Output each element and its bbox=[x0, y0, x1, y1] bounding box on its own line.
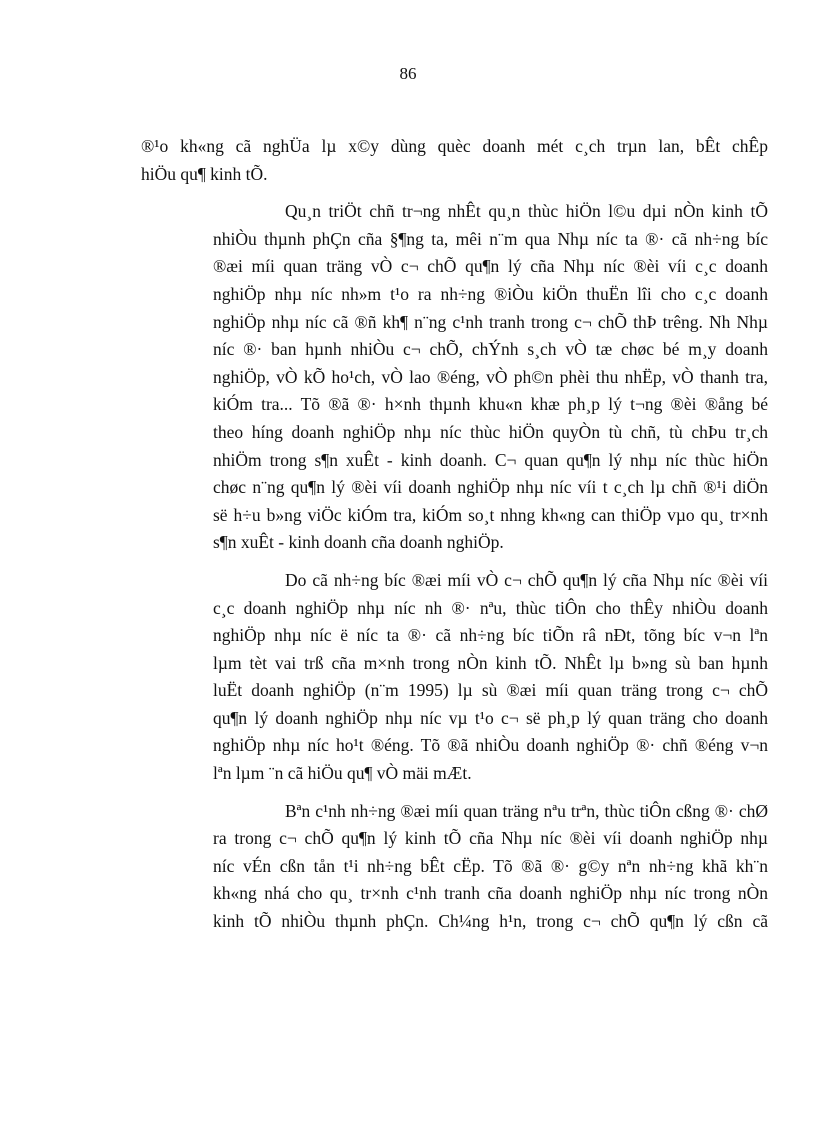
text-line: nghiÖp nhµ níc ho¹t ®éng. Tõ ®ã nhiÒu doanh nghiÖp ®· chñ ®éng v¬n bbox=[213, 735, 768, 756]
text-line: s¶n xuÊt - kinh doanh cña doanh nghiÖp. bbox=[213, 532, 504, 553]
text-line: luËt doanh nghiÖp (n¨m 1995) lµ sù ®æi míi quan träng trong c¬ chÕ bbox=[213, 680, 768, 701]
text-line: ®¹o kh«ng cã nghÜa lµ x©y dùng quèc doanh mét c¸ch trµn lan, bÊt chÊp bbox=[141, 136, 768, 156]
text-line: ra trong c¬ chÕ qu¶n lý kinh tÕ cña Nhµ níc ®èi víi doanh nghiÖp nhµ bbox=[213, 828, 768, 849]
text-line: kh«ng nhá cho qu¸ tr×nh c¹nh tranh cña doanh nghiÖp nhµ níc trong nÒn bbox=[213, 883, 768, 904]
text-line: hiÖu qu¶ kinh tÕ. bbox=[141, 163, 268, 184]
text-line: kinh tÕ nhiÒu thµnh phÇn. Ch¼ng h¹n, trong c¬ chÕ qu¶n lý cßn cã bbox=[213, 911, 768, 932]
text-line: níc ®· ban hµnh nhiÒu c¬ chÕ, chÝnh s¸ch vÒ tæ chøc bé m¸y doanh bbox=[213, 339, 768, 360]
text-line: Do cã nh÷ng bíc ®æi míi vÒ c¬ chÕ qu¶n lý cña Nhµ níc ®èi víi bbox=[285, 569, 768, 590]
text-line: ®æi míi quan träng vÒ c¬ chÕ qu¶n lý cña Nhµ níc ®èi víi c¸c doanh bbox=[213, 256, 768, 277]
paragraph-3 bbox=[141, 567, 768, 788]
text-line: Bªn c¹nh nh÷ng ®æi míi quan träng nªu trªn, thùc tiÔn cßng ®· chØ bbox=[285, 800, 768, 821]
paragraph-1 bbox=[141, 133, 768, 188]
text-line: nghiÖp nhµ níc cã ®ñ kh¶ n¨ng c¹nh tranh trong c¬ chÕ thÞ trêng. Nh Nhµ bbox=[213, 311, 768, 332]
text-line: nghiÖp nhµ níc nh»m t¹o ra nh÷ng ®iÒu kiÖn thuËn lîi cho c¸c doanh bbox=[213, 283, 768, 304]
paragraph-2 bbox=[141, 198, 768, 557]
text-line: níc vÉn cßn tån t¹i nh÷ng bÊt cËp. Tõ ®ã ®· g©y nªn nh÷ng khã kh¨n bbox=[213, 855, 768, 876]
text-line: theo híng doanh nghiÖp nhµ níc thùc hiÖn quyÒn tù chñ, tù chÞu tr¸ch bbox=[213, 421, 768, 442]
document-body bbox=[141, 133, 768, 946]
text-line: nhiÖm trong s¶n xuÊt - kinh doanh. C¬ quan qu¶n lý nhµ níc thùc hiÖn bbox=[213, 449, 768, 470]
text-line: nghiÖp, vÒ kÕ ho¹ch, vÒ lao ®éng, vÒ ph©n phèi thu nhËp, vÒ thanh tra, bbox=[213, 366, 768, 387]
text-line: c¸c doanh nghiÖp nhµ níc nh ®· nªu, thùc tiÔn cho thÊy nhiÒu doanh bbox=[213, 597, 768, 618]
text-line: së h÷u b»ng viÖc kiÓm tra, kiÓm so¸t nhng kh«ng can thiÖp vµo qu¸ tr×nh bbox=[213, 504, 768, 525]
text-line: nghiÖp nhµ níc ë níc ta ®· cã nh÷ng bíc tiÕn râ nÐt, tõng bíc v¬n lªn bbox=[213, 625, 768, 646]
text-line: chøc n¨ng qu¶n lý ®èi víi doanh nghiÖp nhµ níc víi t c¸ch lµ chñ ®¹i diÖn bbox=[213, 477, 768, 498]
text-line: lµm tèt vai trß cña m×nh trong nÒn kinh tÕ. NhÊt lµ b»ng sù ban hµnh bbox=[213, 652, 768, 673]
text-line: nhiÒu thµnh phÇn cña §¶ng ta, mêi n¨m qua Nhµ níc ta ®· cã nh÷ng bíc bbox=[213, 228, 768, 249]
page-number: 86 bbox=[399, 64, 417, 83]
text-line: kiÓm tra... Tõ ®ã ®· h×nh thµnh khu«n khæ ph¸p lý t¬ng ®èi ®ång bé bbox=[213, 394, 768, 415]
text-line: qu¶n lý doanh nghiÖp nhµ níc vµ t¹o c¬ së ph¸p lý quan träng cho doanh bbox=[213, 707, 768, 728]
paragraph-4 bbox=[141, 798, 768, 936]
text-line: Qu¸n triÖt chñ tr¬ng nhÊt qu¸n thùc hiÖn l©u dµi nÒn kinh tÕ bbox=[285, 201, 768, 222]
text-line: lªn lµm ¨n cã hiÖu qu¶ vÒ mäi mÆt. bbox=[213, 763, 472, 784]
